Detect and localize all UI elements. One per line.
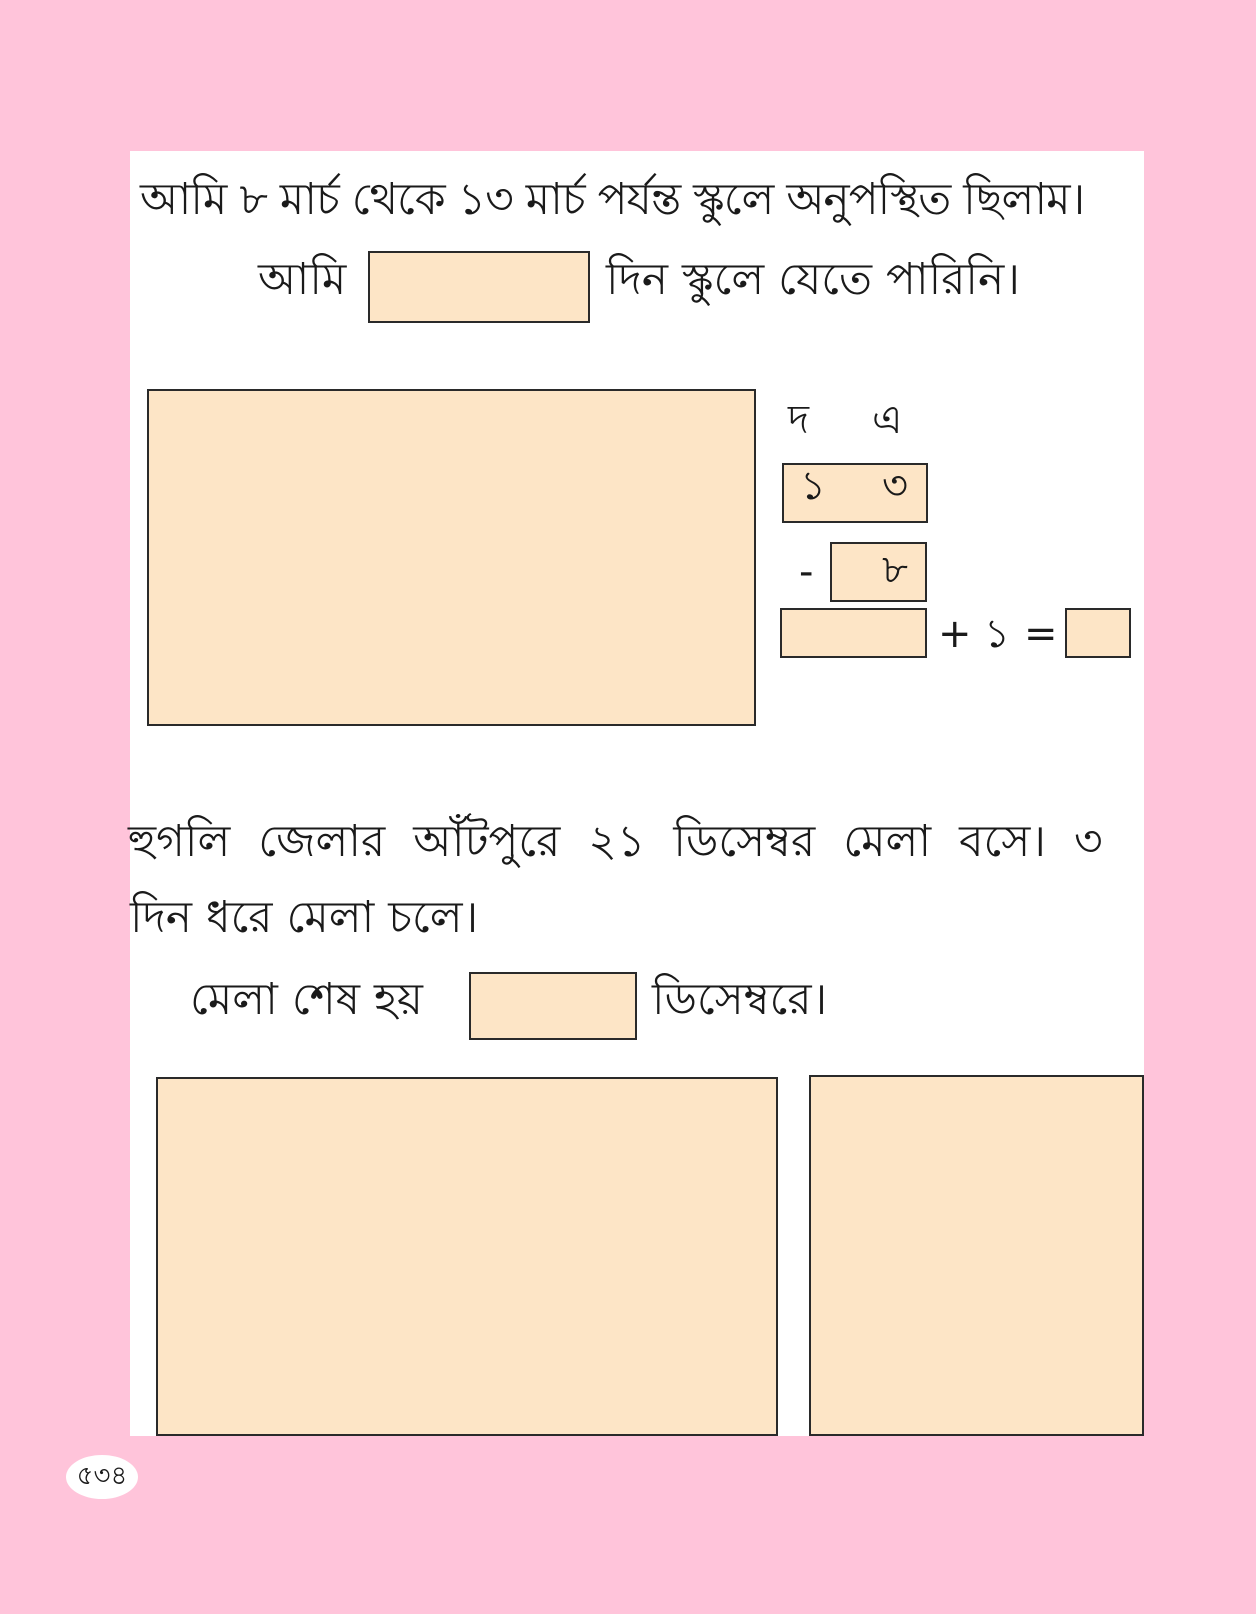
- problem1-answer-prefix: আমি: [258, 254, 347, 305]
- minuend-tens-digit: ১: [800, 463, 826, 509]
- problem1-statement: আমি ৮ মার্চ থেকে ১৩ মার্চ পর্যন্ত স্কুলে অনুপস্থিত ছিলাম।: [140, 174, 1085, 225]
- minuend-ones-digit: ৩: [882, 463, 909, 509]
- problem1-answer-suffix: দিন স্কুলে যেতে পারিনি।: [606, 254, 1020, 305]
- addend-digit: ১: [984, 611, 1010, 657]
- ones-column-header: এ: [872, 397, 903, 443]
- problem2-statement-line1: হুগলি জেলার আঁটপুরে ২১ ডিসেম্বর মেলা বসে। ৩: [128, 816, 1103, 867]
- problem1-work-area[interactable]: [147, 389, 756, 726]
- problem2-answer-suffix: ডিসেম্বরে।: [652, 974, 828, 1025]
- problem2-answer-box[interactable]: [469, 972, 637, 1040]
- problem2-work-area-right[interactable]: [809, 1075, 1144, 1436]
- subtrahend-box: [830, 542, 927, 602]
- subtrahend-ones-digit: ৮: [882, 547, 908, 593]
- equals-sign: =: [1024, 611, 1058, 657]
- problem2-work-area-left[interactable]: [156, 1077, 778, 1436]
- problem2-answer-prefix: মেলা শেষ হয়: [190, 974, 423, 1025]
- problem1-answer-box[interactable]: [368, 251, 590, 323]
- plus-sign: +: [938, 611, 972, 657]
- total-days-answer-box[interactable]: [1065, 608, 1131, 658]
- difference-answer-box[interactable]: [780, 608, 927, 658]
- minus-sign: -: [799, 549, 814, 595]
- tens-column-header: দ: [788, 397, 810, 443]
- page-number: ৫৩৪: [66, 1455, 138, 1499]
- problem2-statement-line2: দিন ধরে মেলা চলে।: [130, 892, 479, 943]
